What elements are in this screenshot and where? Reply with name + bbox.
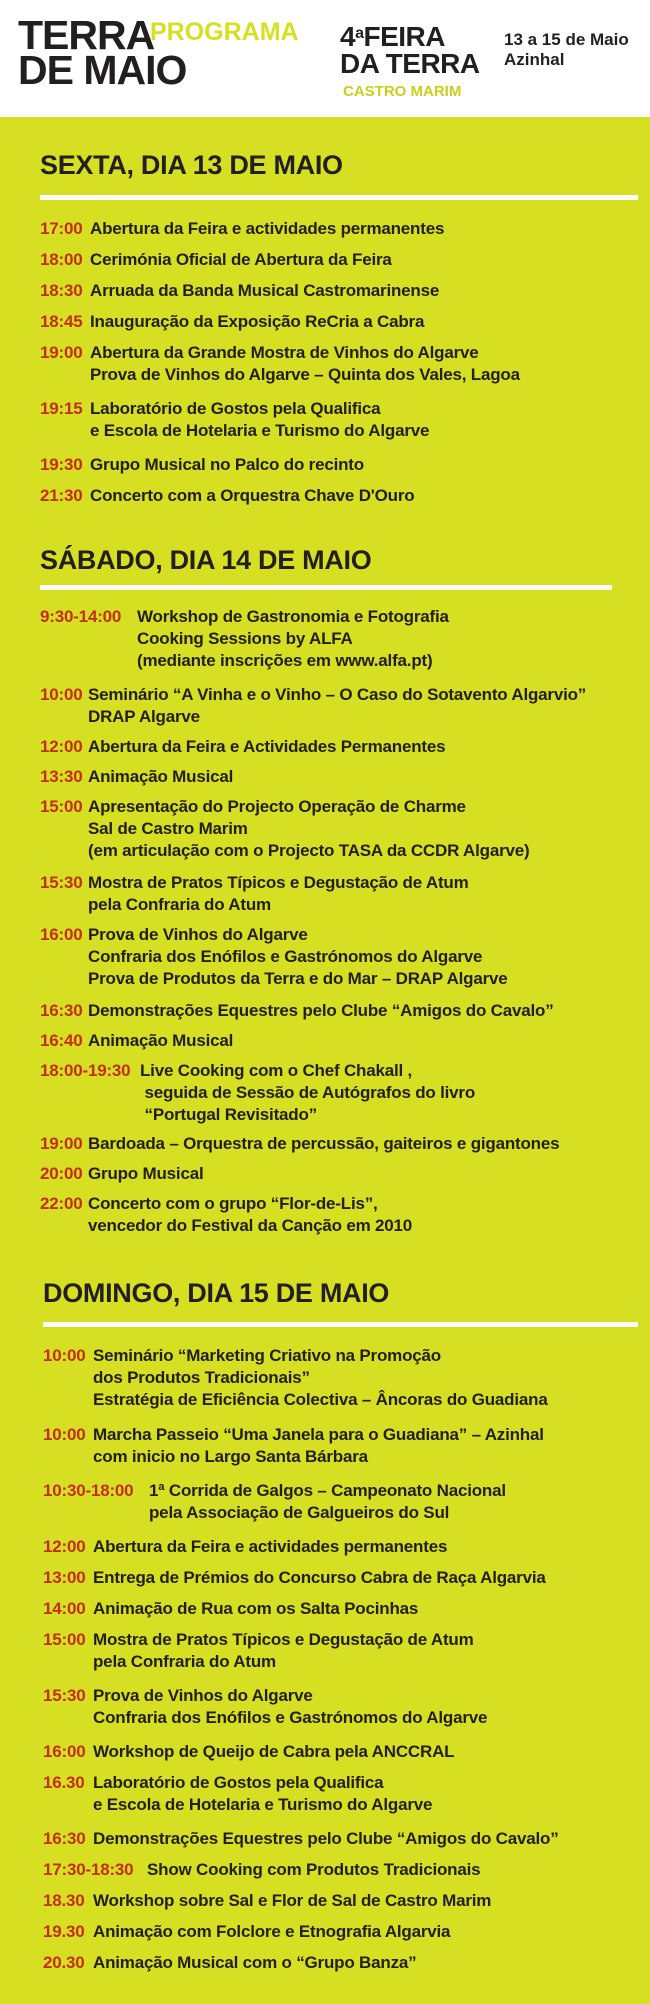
event-time: 16.30 (43, 1773, 85, 1792)
event-time: 16:30 (43, 1829, 86, 1848)
day-title-saturday: SÁBADO, DIA 14 DE MAIO (40, 545, 372, 575)
schedule-item (43, 1598, 418, 1620)
event-desc: Mostra de Pratos Típicos e Degustação de Atum pela Confraria do Atum (88, 873, 469, 914)
schedule-item (40, 454, 364, 476)
event-desc: Workshop de Queijo de Cabra pela ANCCRAL (93, 1742, 455, 1761)
event-desc: Prova de Vinhos do Algarve Confraria dos Enófilos e Gastrónomos do Algarve (93, 1686, 488, 1727)
feira-ordinal: a (355, 25, 364, 42)
event-desc: Seminário “Marketing Criativo na Promoção dos Produtos Tradicionais” Estratégia de Eficiência Colectiva – Âncoras do Guadiana (93, 1346, 548, 1409)
event-time: 15:30 (43, 1686, 86, 1705)
event-time: 17:00 (40, 219, 83, 238)
event-time: 10:00 (40, 685, 83, 704)
event-time: 12:00 (40, 737, 83, 756)
feira-number: 4 (340, 21, 356, 52)
event-desc: Animação com Folclore e Etnografia Algarvia (93, 1922, 451, 1941)
event-desc: Workshop de Gastronomia e Fotografia Cooking Sessions by ALFA (mediante inscrições em www.alfa.pt) (137, 607, 449, 670)
schedule-item (43, 1424, 544, 1468)
event-desc: Apresentação do Projecto Operação de Charme Sal de Castro Marim (em articulação com o Projecto TASA da CCDR Algarve) (88, 797, 530, 860)
venue: Azinhal (504, 50, 565, 69)
day-divider (43, 1322, 638, 1327)
event-time: 9:30-14:00 (40, 607, 122, 626)
event-desc: Grupo Musical (88, 1164, 204, 1183)
event-desc: Abertura da Feira e actividades permanentes (90, 219, 445, 238)
event-desc: Workshop sobre Sal e Flor de Sal de Castro Marim (93, 1891, 492, 1910)
schedule-item (40, 736, 445, 758)
event-desc: Animação Musical (88, 1031, 234, 1050)
event-desc: Demonstrações Equestres pelo Clube “Amigos do Cavalo” (88, 1001, 554, 1020)
feira-line-1: FEIRA (363, 21, 445, 52)
schedule-item (43, 1536, 447, 1558)
schedule-item (40, 796, 529, 862)
event-desc: Arruada da Banda Musical Castromarinense (90, 281, 440, 300)
schedule-item (43, 1345, 548, 1411)
schedule-item (43, 1828, 559, 1850)
event-time: 16:40 (40, 1031, 83, 1050)
event-time: 20.30 (43, 1953, 85, 1972)
event-time: 16:30 (40, 1001, 83, 1020)
event-time: 13:30 (40, 767, 83, 786)
event-time: 14:00 (43, 1599, 86, 1618)
schedule-item (43, 1890, 491, 1912)
event-desc: Prova de Vinhos do Algarve Confraria dos Enófilos e Gastrónomos do Algarve Prova de Produtos da Terra e do Mar – DRAP Algarve (88, 925, 508, 988)
location-label: CASTRO MARIM (343, 83, 462, 100)
day-divider (40, 585, 612, 590)
event-desc: Demonstrações Equestres pelo Clube “Amigos do Cavalo” (93, 1829, 559, 1848)
event-time: 19:00 (40, 343, 83, 362)
schedule-item (40, 1060, 475, 1126)
event-desc: Laboratório de Gostos pela Qualifica e Escola de Hotelaria e Turismo do Algarve (90, 399, 430, 440)
event-time: 15:00 (43, 1630, 86, 1649)
event-time: 19:30 (40, 455, 83, 474)
date-block (504, 30, 629, 70)
schedule-item (43, 1921, 450, 1943)
schedule-item (40, 485, 414, 507)
day-divider (40, 195, 638, 200)
event-desc: Animação de Rua com os Salta Pocinhas (93, 1599, 419, 1618)
brand-line-2: DE MAIO (18, 47, 187, 93)
event-time: 18:45 (40, 312, 83, 331)
feira-line-2: DA TERRA (340, 48, 480, 79)
event-time: 15:30 (40, 873, 83, 892)
event-time: 21:30 (40, 486, 83, 505)
schedule-item (40, 684, 586, 728)
event-time: 16:00 (40, 925, 83, 944)
event-desc: Laboratório de Gostos pela Qualifica e Escola de Hotelaria e Turismo do Algarve (93, 1773, 433, 1814)
event-time: 10:30-18:00 (43, 1481, 134, 1500)
schedule-item (40, 1193, 412, 1237)
day-title-sunday: DOMINGO, DIA 15 DE MAIO (43, 1278, 390, 1308)
schedule-item (40, 218, 444, 240)
schedule-item (43, 1772, 432, 1816)
event-desc: Animação Musical (88, 767, 234, 786)
event-time: 10:00 (43, 1346, 86, 1365)
schedule-item (40, 1030, 233, 1052)
event-time: 15:00 (40, 797, 83, 816)
schedule-item (43, 1629, 474, 1673)
event-desc: Abertura da Feira e Actividades Permanentes (88, 737, 446, 756)
event-time: 18.30 (43, 1891, 85, 1910)
event-time: 13:00 (43, 1568, 86, 1587)
event-time: 20:00 (40, 1164, 83, 1183)
event-time: 12:00 (43, 1537, 86, 1556)
brand-line-1: TERRA (18, 12, 155, 58)
schedule-item (40, 311, 424, 333)
event-time: 19:15 (40, 399, 83, 418)
event-desc: Entrega de Prémios do Concurso Cabra de Raça Algarvia (93, 1568, 546, 1587)
event-desc: Abertura da Grande Mostra de Vinhos do Algarve Prova de Vinhos do Algarve – Quinta dos Vales, Lagoa (90, 343, 520, 384)
event-desc: Show Cooking com Produtos Tradicionais (147, 1860, 481, 1879)
feira-title (340, 20, 480, 77)
schedule-item (40, 280, 439, 302)
schedule-item (43, 1859, 480, 1881)
schedule-item (40, 398, 429, 442)
event-desc: Marcha Passeio “Uma Janela para o Guadiana” – Azinhal com inicio no Largo Santa Bárbara (93, 1425, 544, 1466)
event-desc: Mostra de Pratos Típicos e Degustação de Atum pela Confraria do Atum (93, 1630, 474, 1671)
event-desc: Grupo Musical no Palco do recinto (90, 455, 364, 474)
event-desc: 1ª Corrida de Galgos – Campeonato Nacional pela Associação de Galgueiros do Sul (149, 1481, 506, 1522)
header (0, 0, 650, 117)
event-time: 19.30 (43, 1922, 85, 1941)
schedule-item (40, 872, 469, 916)
event-desc: Cerimónia Oficial de Abertura da Feira (90, 250, 392, 269)
event-desc: Seminário “A Vinha e o Vinho – O Caso do Sotavento Algarvio” DRAP Algarve (88, 685, 587, 726)
schedule-item (40, 342, 520, 386)
schedule-item (43, 1741, 454, 1763)
programa-label: PROGRAMA (150, 18, 299, 46)
event-time: 18:00-19:30 (40, 1061, 131, 1080)
event-time: 17:30-18:30 (43, 1860, 134, 1879)
event-desc: Live Cooking com o Chef Chakall , seguida de Sessão de Autógrafos do livro “Portugal Revisitado” (140, 1061, 476, 1124)
event-desc: Bardoada – Orquestra de percussão, gaiteiros e gigantones (88, 1134, 560, 1153)
schedule-item (40, 1163, 203, 1185)
event-desc: Concerto com o grupo “Flor-de-Lis”, vencedor do Festival da Canção em 2010 (88, 1194, 413, 1235)
event-time: 10:00 (43, 1425, 86, 1444)
date-range: 13 a 15 de Maio (504, 30, 629, 49)
event-desc: Concerto com a Orquestra Chave D'Ouro (90, 486, 415, 505)
event-desc: Abertura da Feira e actividades permanentes (93, 1537, 448, 1556)
schedule-item (40, 766, 233, 788)
schedule-item (40, 606, 449, 672)
event-time: 22:00 (40, 1194, 83, 1213)
schedule-item (40, 1000, 554, 1022)
event-time: 16:00 (43, 1742, 86, 1761)
event-time: 19:00 (40, 1134, 83, 1153)
schedule-item (40, 249, 392, 271)
schedule-item (40, 1133, 559, 1155)
schedule-item (43, 1952, 416, 1974)
schedule-item (43, 1480, 506, 1524)
event-time: 18:30 (40, 281, 83, 300)
event-desc: Animação Musical com o “Grupo Banza” (93, 1953, 417, 1972)
schedule-item (43, 1567, 546, 1589)
schedule-item (43, 1685, 487, 1729)
event-time: 18:00 (40, 250, 83, 269)
day-title-friday: SEXTA, DIA 13 DE MAIO (40, 150, 343, 180)
schedule-item (40, 924, 508, 990)
event-desc: Inauguração da Exposição ReCria a Cabra (90, 312, 425, 331)
